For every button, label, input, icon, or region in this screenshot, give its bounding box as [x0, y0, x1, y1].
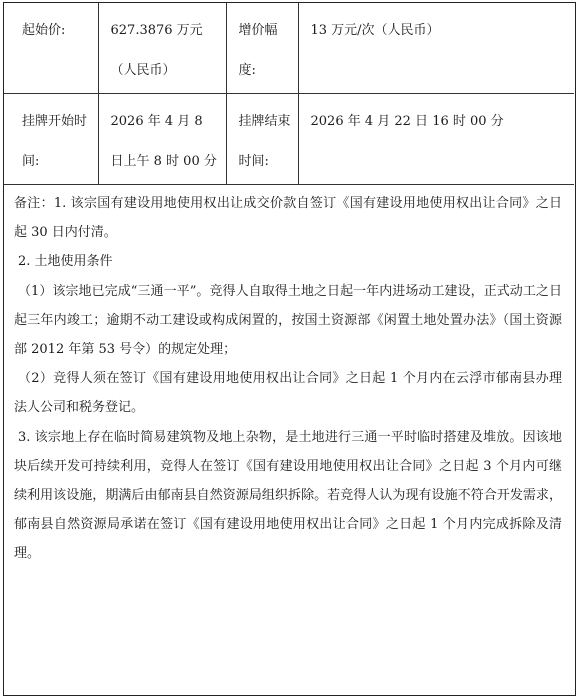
listing-start-label-cell [4, 94, 98, 185]
remark-payment: 备注：1. 该宗国有建设用地使用权出让成交价款自签订《国有建设用地使用权出让合同》之日起 30 日内付清。 [14, 196, 562, 241]
start-price-label: 起始价: [22, 23, 66, 38]
start-price-value: 627.3876 万元（人民币） [110, 23, 203, 78]
listing-end-value-cell [298, 94, 574, 185]
remark-temporary-structures: 3. 该宗地上存在临时简易建筑物及地上杂物，是土地进行三通一平时临时搭建及堆放。因该地块后续开发可持续利用，竞得人在签订《国有建设用地使用权出让合同》之日起 3 个月内可继续利用该设施，期满后由郁南县自然资源局组织拆除。若竞得人认为现有设施不符合开发需求，郁南县自然资源局承诺在签订《国有建设用地使用权出让合同》之日起 1 个月内完成拆除及清理。 [14, 429, 562, 562]
listing-end-label-cell [226, 94, 298, 185]
listing-start-value: 2026 年 4 月 8 日上午 8 时 00 分 [110, 114, 217, 169]
auction-info-table [4, 3, 574, 185]
increment-label-cell [226, 3, 298, 94]
start-price-value-cell [98, 3, 226, 94]
land-use-condition-2: （2）竞得人须在签订《国有建设用地使用权出让合同》之日起 1 个月内在云浮市郁南县办理法人公司和税务登记。 [14, 371, 562, 416]
increment-value: 13 万元/次（人民币） [310, 23, 440, 38]
listing-start-label: 挂牌开始时间: [22, 114, 88, 169]
increment-value-cell [298, 3, 574, 94]
listing-end-label: 挂牌结束时间: [238, 114, 291, 169]
land-use-condition-1: （1）该宗地已完成“三通一平”。竞得人自取得土地之日起一年内进场动工建设，正式动工之日起三年内竣工；逾期不动工建设或构成闲置的，按国土资源部《闲置土地处置办法》（国土资源部 2012 年第 53 号令）的规定处理； [14, 283, 562, 358]
listing-start-value-cell [98, 94, 226, 185]
start-price-label-cell [4, 3, 98, 94]
land-use-conditions-heading: 2. 土地使用条件 [18, 254, 113, 270]
document-sheet [3, 2, 576, 696]
increment-label: 增价幅度: [238, 23, 278, 78]
listing-end-value: 2026 年 4 月 22 日 16 时 00 分 [310, 114, 504, 129]
table-row [4, 94, 574, 185]
remarks-section [4, 185, 574, 569]
table-row [4, 3, 574, 94]
